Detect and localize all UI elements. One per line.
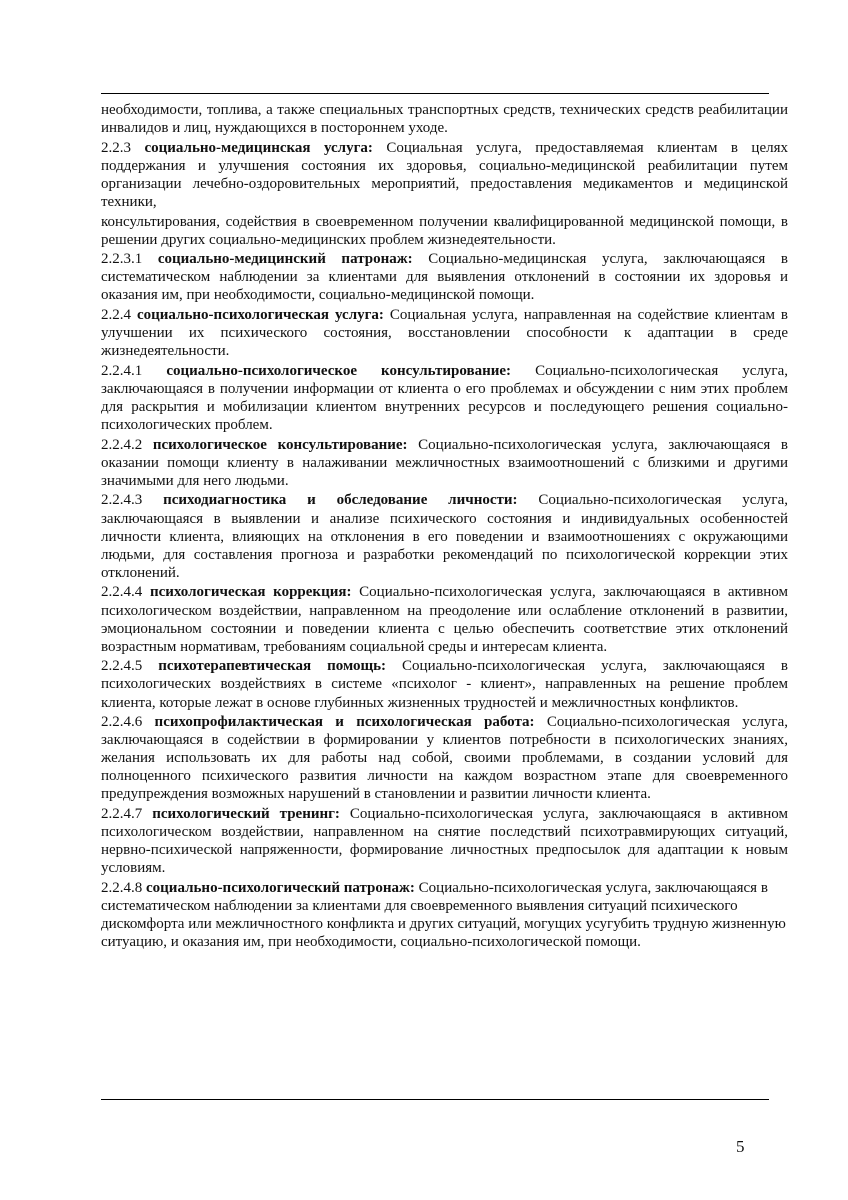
clause-term: психотерапевтическая помощь:: [158, 658, 387, 675]
clause-term: психопрофилактическая и психологическая работа:: [154, 714, 535, 731]
clause-number: 2.2.4.6: [101, 714, 155, 731]
paragraph: [101, 491, 788, 581]
clause-term: психологическое консультирование:: [152, 436, 408, 453]
paragraph: [101, 306, 788, 360]
page-number: 5: [736, 1137, 745, 1156]
clause-term: социально-психологическая услуга:: [136, 307, 384, 324]
clause-text: Социально-психологическая услуга, заключающаяся в психологических воздействиях в системе «психолог - клиент», направленных на решение проблем клиента, которые лежат в основе глубинных жизненных трудностей и межличностных конфликтов.: [101, 658, 788, 711]
clause-number: 2.2.4.1: [101, 362, 167, 379]
clause-term: социально-медицинская услуга:: [144, 139, 373, 156]
paragraph: [101, 713, 788, 803]
paragraph: [101, 250, 788, 304]
clause-text: Социально-психологическая услуга, заключающаяся в оказании помощи клиенту в налаживании межличностных взаимоотношений с близкими и другими значимыми для него людьми.: [101, 436, 788, 489]
clause-text: Социально-психологическая услуга, заключающаяся в активном психологическом воздействии, направленном на снятие последствий психотравмирующих ситуаций, нервно-психической напряженности, формирование личностных предпосылок для адаптации к новым условиям.: [101, 806, 789, 877]
paragraph: [101, 213, 788, 249]
clause-term: психодиагностика и обследование личности:: [163, 492, 518, 509]
clause-text: Социально-психологическая услуга, заключающаяся в систематическом наблюдении за клиентами для своевременного выявления ситуаций психического дискомфорта или межличностного конфликта и других ситуаций, могущих усугубить трудную жизненную ситуацию, и оказания им, при необходимости, социально-психологической помощи.: [101, 879, 786, 951]
paragraph: [101, 805, 788, 877]
clause-term: психологическая коррекция:: [149, 584, 352, 601]
clause-number: 2.2.4.5: [101, 658, 159, 675]
footer-rule: [101, 1099, 769, 1100]
clause-number: 2.2.4.4: [101, 584, 150, 601]
clause-text: Социальная услуга, направленная на содействие клиентам в улучшении их психического состояния, восстановлении способности к адаптации в среде жизнедеятельности.: [101, 307, 788, 360]
clause-number: 2.2.3.1: [101, 251, 158, 268]
clause-number: 2.2.4: [101, 307, 137, 324]
clause-text: необходимости, топлива, а также специальных транспортных средств, технических средств реабилитации инвалидов и лиц, нуждающихся в постороннем уходе.: [101, 102, 788, 137]
paragraph: [101, 583, 788, 655]
clause-term: психологический тренинг:: [152, 806, 340, 823]
paragraph: [101, 436, 788, 490]
clause-term: социально-медицинский патронаж:: [157, 251, 413, 268]
paragraph: [101, 657, 788, 711]
clause-term: социально-психологический патронаж:: [146, 879, 415, 896]
document-body: [101, 101, 788, 953]
paragraph: [101, 139, 788, 211]
paragraph: [101, 879, 788, 951]
clause-number: 2.2.4.7: [101, 806, 153, 823]
clause-number: 2.2.4.2: [101, 436, 153, 453]
header-rule: [101, 93, 769, 94]
clause-text: Социально-психологическая услуга, заключающаяся в получении информации от клиента о его проблемах и обсуждении с ним этих проблем для раскрытия и мобилизации клиентом внутренних ресурсов и последующего решения социально-психологических проблем.: [101, 362, 788, 434]
clause-text: Социально-психологическая услуга, заключающаяся в содействии в формировании у клиентов потребности в психологических знаниях, желания использовать их для работы над собой, своими проблемами, в создании условий для полноценного психического развития личности на каждом возрастном этапе для своевременного предупреждения возможных нарушений в становлении и развитии личности клиента.: [101, 714, 788, 803]
clause-text: Социально-психологическая услуга, заключающаяся в активном психологическом воздействии, направленном на преодоление или ослабление отклонений в развитии, эмоциональном состоянии и поведении клиента с целью обеспечить соответствие этих отклонений возрастным нормативам, требованиям социальной среды и интересам клиента.: [101, 584, 789, 655]
clause-text: консультирования, содействия в своевременном получении квалифицированной медицинской помощи, в решении других социально-медицинских проблем жизнедеятельности.: [101, 213, 788, 248]
clause-number: 2.2.3: [101, 139, 145, 156]
clause-text: Социально-психологическая услуга, заключающаяся в выявлении и анализе психического состояния и индивидуальных особенностей личности клиента, влияющих на отклонения в его поведении и взаимоотношениях с окружающими людьми, для составления прогноза и разработки рекомендаций по психологической коррекции этих отклонений.: [101, 492, 788, 581]
clause-term: социально-психологическое консультирование:: [166, 362, 512, 379]
clause-number: 2.2.4.8: [101, 879, 146, 896]
paragraph: [101, 101, 788, 137]
clause-number: 2.2.4.3: [101, 492, 164, 509]
clause-text: Социально-медицинская услуга, заключающаяся в систематическом наблюдении за клиентами для выявления отклонений в состоянии их здоровья и оказания им, при необходимости, социально-медицинской помощи.: [101, 251, 789, 304]
clause-text: Социальная услуга, предоставляемая клиентам в целях поддержания и улучшения состояния их здоровья, социально-медицинской реабилитации путем организации лечебно-оздоровительных мероприятий, предоставления медикаментов и медицинской техники,: [101, 139, 788, 210]
paragraph: [101, 362, 788, 434]
